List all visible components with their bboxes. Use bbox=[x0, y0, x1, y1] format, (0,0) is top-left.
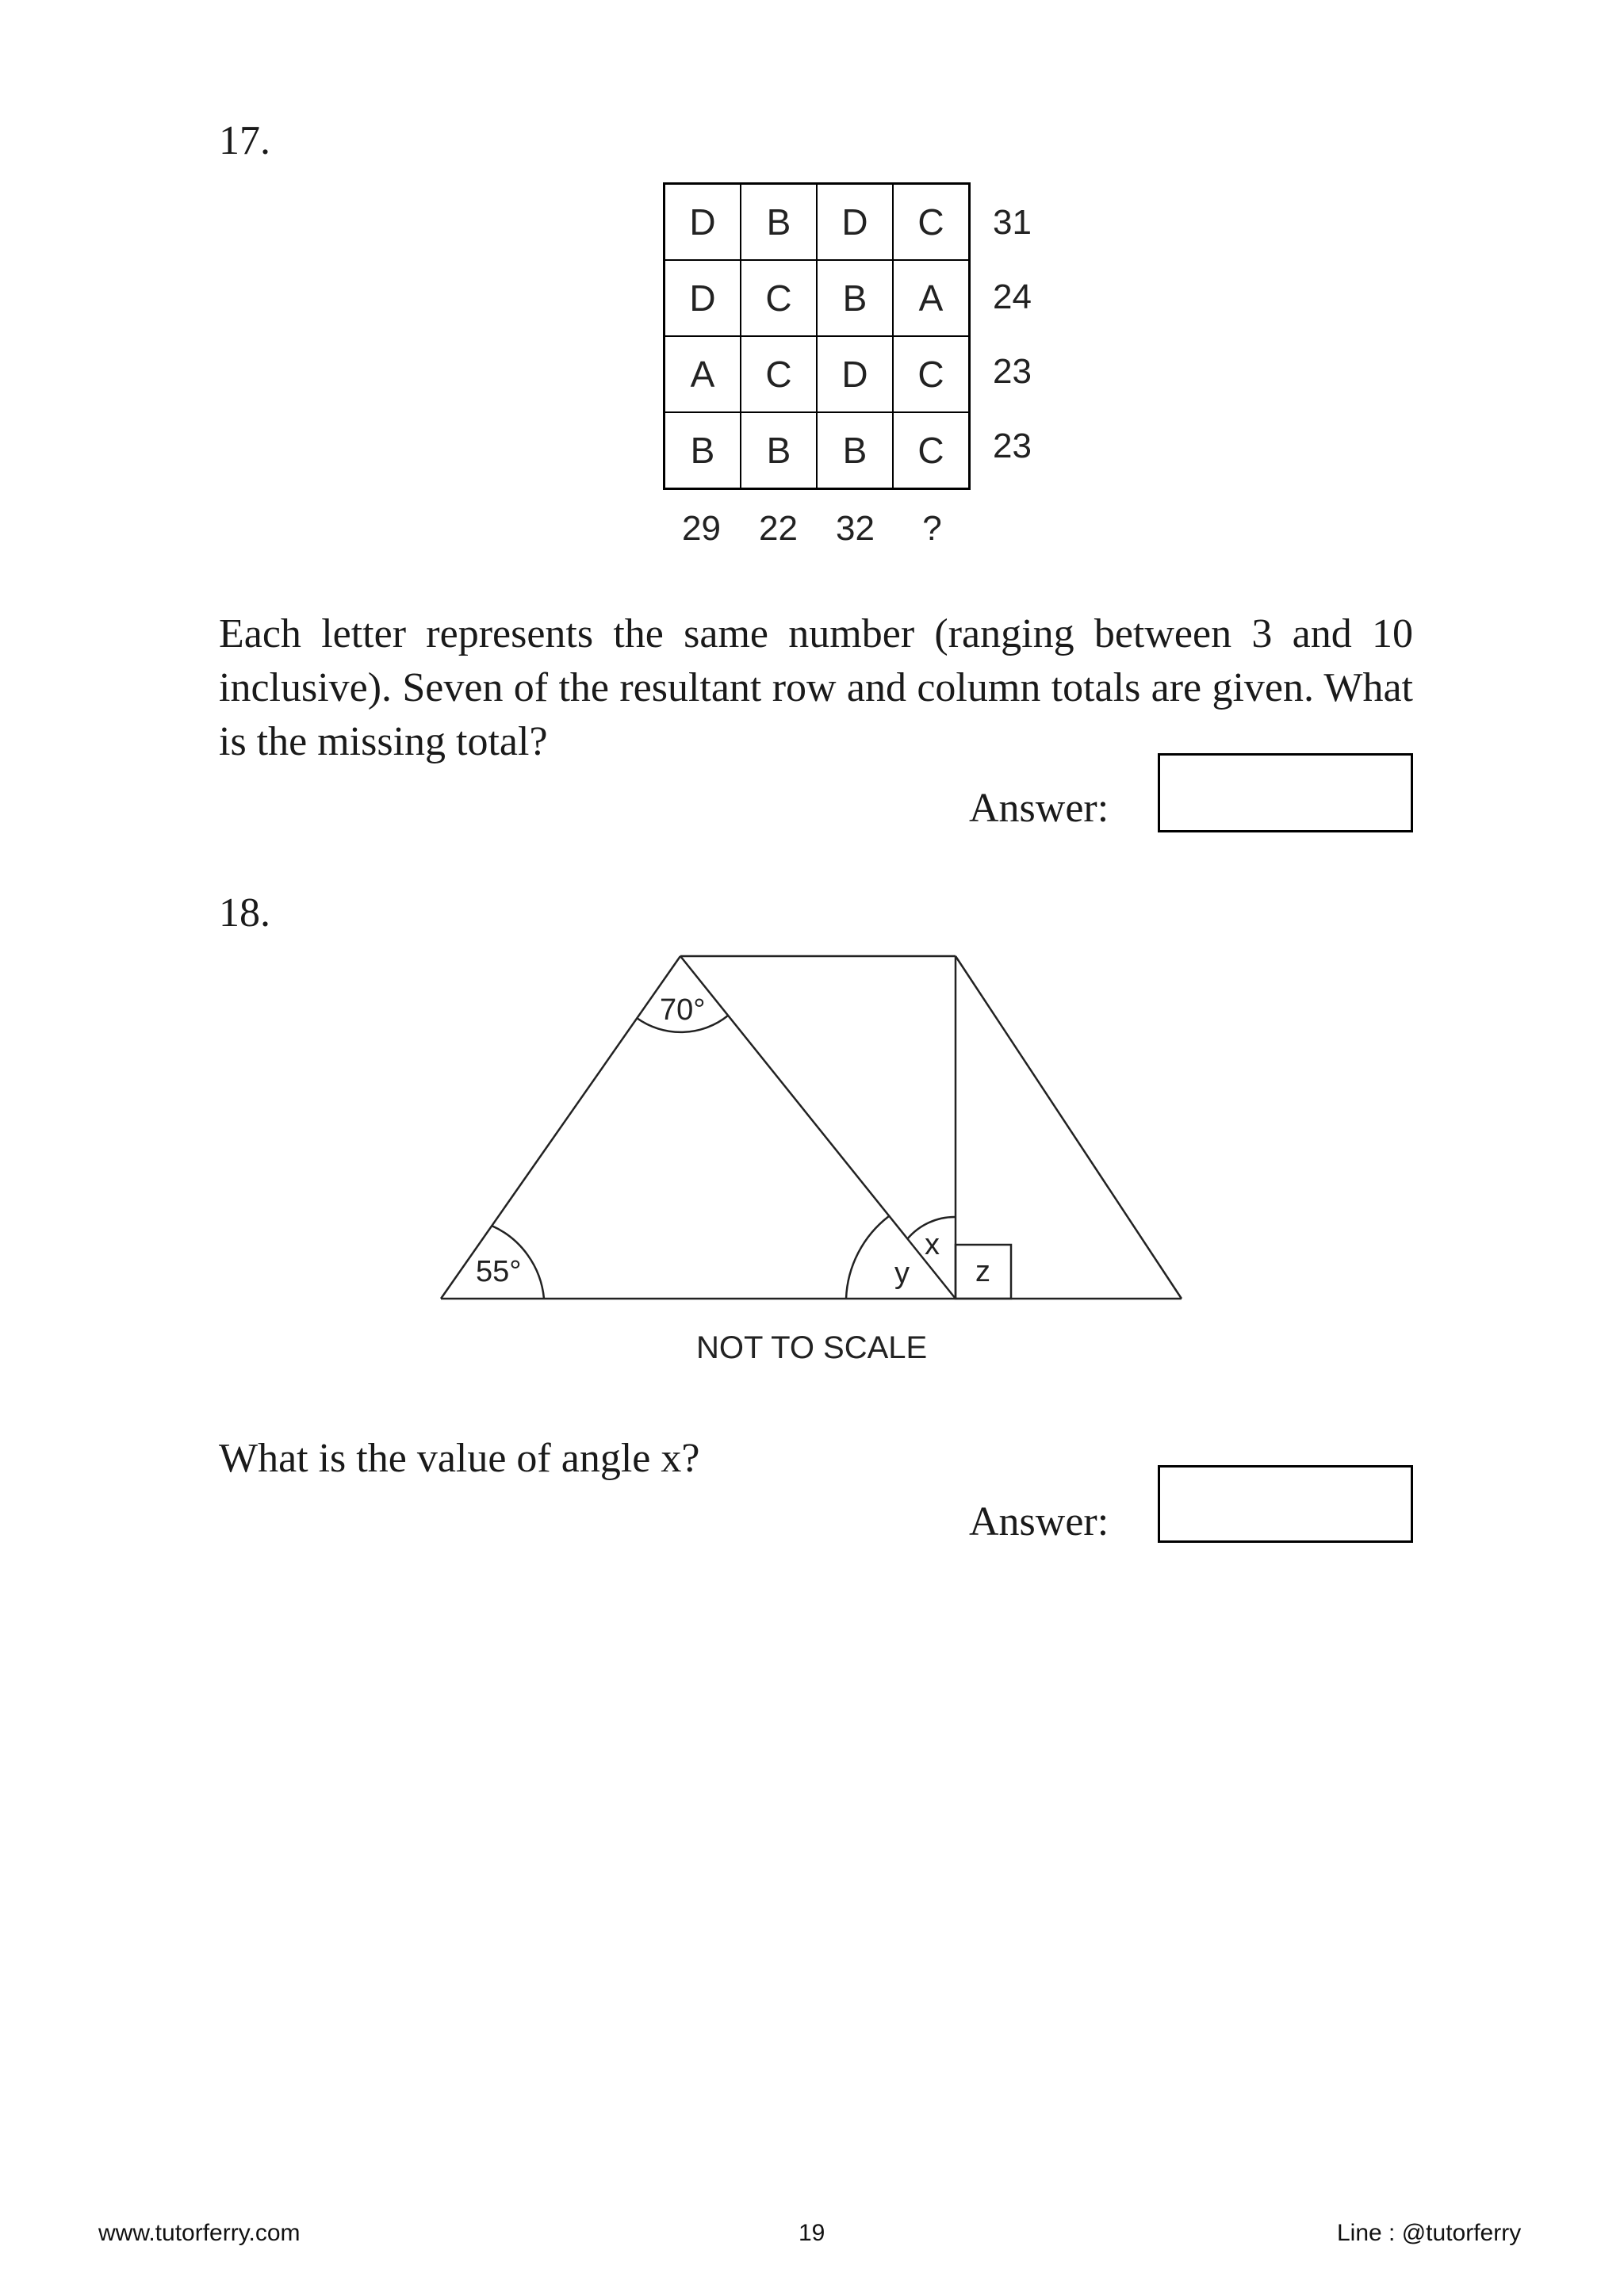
angle-label-x: x bbox=[925, 1228, 940, 1261]
grid-cell: B bbox=[817, 412, 893, 488]
column-total: 29 bbox=[682, 509, 721, 548]
grid-cell: C bbox=[741, 260, 817, 336]
grid-cell: C bbox=[893, 412, 969, 488]
grid-cell: A bbox=[665, 336, 741, 412]
answer-label: Answer: bbox=[969, 1499, 1109, 1544]
row-total: 23 bbox=[993, 352, 1032, 391]
answer-box-18[interactable] bbox=[1158, 1465, 1413, 1543]
grid-cell: A bbox=[893, 260, 969, 336]
question-17-number: 17. bbox=[219, 118, 270, 163]
right-side bbox=[956, 956, 1182, 1299]
not-to-scale-note: NOT TO SCALE bbox=[696, 1330, 928, 1365]
grid-cell: C bbox=[741, 336, 817, 412]
column-total: ? bbox=[922, 509, 942, 548]
angle-label-70: 70° bbox=[660, 993, 706, 1027]
footer-website: www.tutorferry.com bbox=[98, 2220, 301, 2246]
grid-cell: D bbox=[665, 260, 741, 336]
grid-cell: C bbox=[893, 336, 969, 412]
question-18-text: What is the value of angle x? bbox=[219, 1436, 700, 1481]
diagonal bbox=[680, 956, 956, 1299]
angle-label-y: y bbox=[894, 1257, 910, 1290]
angle-label-55: 55° bbox=[476, 1255, 522, 1288]
question-17-text: Each letter represents the same number (ranging between 3 and 10 inclusive). Seven of the resultant row and column totals are given. What is the missing total? bbox=[219, 611, 1413, 764]
grid-cell: B bbox=[817, 260, 893, 336]
footer-page-number: 19 bbox=[799, 2220, 825, 2246]
grid-cell: C bbox=[893, 184, 969, 260]
grid-cell: D bbox=[665, 184, 741, 260]
footer-line-contact: Line : @tutorferry bbox=[1337, 2220, 1522, 2246]
answer-label: Answer: bbox=[969, 786, 1109, 831]
column-total: 22 bbox=[759, 509, 798, 548]
grid-cell: B bbox=[741, 412, 817, 488]
question-18-number: 18. bbox=[219, 890, 270, 936]
left-side bbox=[441, 956, 680, 1299]
row-total: 23 bbox=[993, 427, 1032, 465]
grid-cell: D bbox=[817, 184, 893, 260]
arc-y bbox=[846, 1216, 889, 1299]
grid-cell: B bbox=[741, 184, 817, 260]
row-total: 31 bbox=[993, 203, 1032, 242]
column-total: 32 bbox=[836, 509, 875, 548]
angle-label-z: z bbox=[975, 1255, 990, 1288]
grid-cell: B bbox=[665, 412, 741, 488]
grid-cell: D bbox=[817, 336, 893, 412]
row-total: 24 bbox=[993, 277, 1032, 316]
